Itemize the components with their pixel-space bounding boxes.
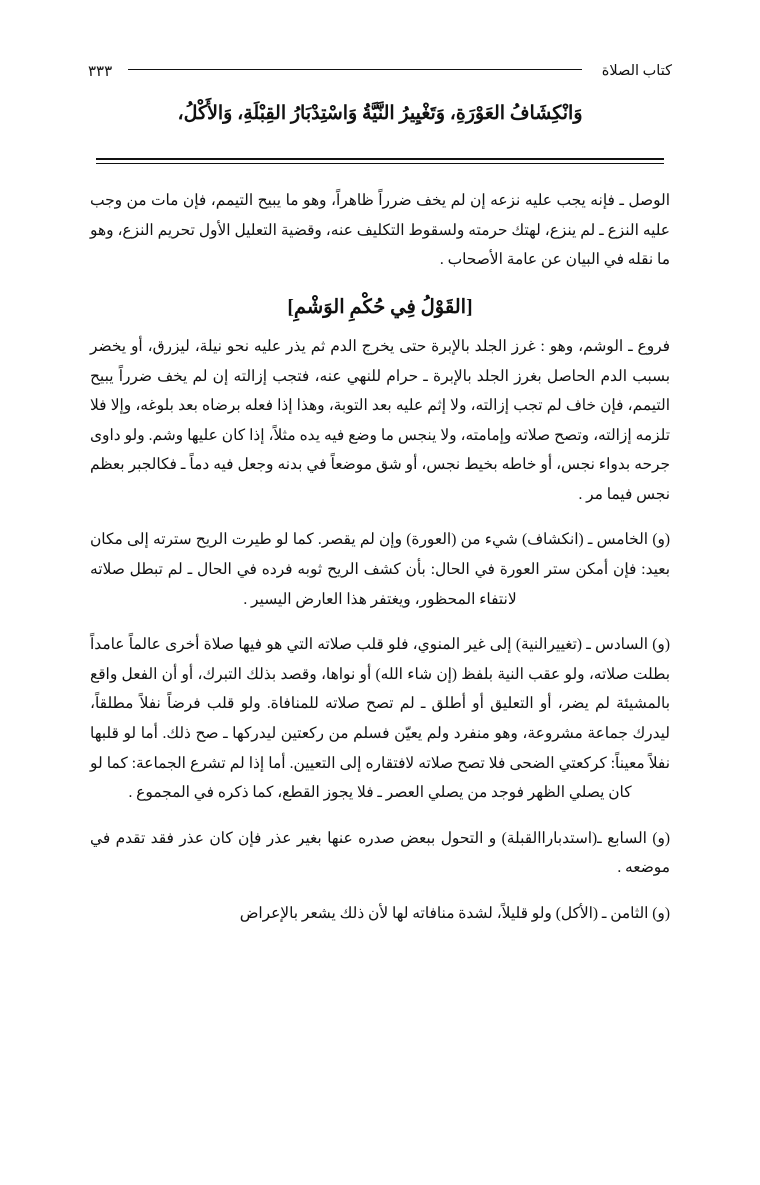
spacer (90, 614, 670, 630)
page-title (88, 100, 672, 129)
paragraph-2: فروع ـ الوشم، وهو : غرز الجلد بالإبرة حتى يخرج الدم ثم يذر عليه نحو نيلة، ليزرق، أو يخضر بسبب الدم الحاصل بغرز الجلد بالإبرة ـ حرام للنهي عنه، فتجب إزالته إن لم يخف ضرراً يبيح التيمم، فإن خاف لم تجب إزالته، ولا إثم عليه بعد التوبة، وهذا إذا فعله برضاه بعد بلوغه، وإلا فلا تلزمه إزالته، وتصح صلاته وإمامته، ولا ينجس ما وضع فيه يده مثلاً، إذا كان عليها وشم. ولو داوى جرحه بدواء نجس، أو خاطه بخيط نجس، أو شق موضعاً في بدنه وجعل فيه دماً ـ فكالجبر بعظم نجس فيما مر . (90, 337, 670, 503)
document-body (90, 186, 670, 928)
paragraph-3: (و) الخامس ـ (انكشاف) شيء من (العورة) وإن لم يقصر. كما لو طيرت الريح سترته إلى مكان بعيد: فإن أمكن ستر العورة في الحال: بأن كشف الريح ثوبه فرده في الحال ـ لم تبطل صلاته لانتفاء المحظور، ويغتفر هذا العارض اليسير . (90, 531, 670, 608)
spacer (90, 883, 670, 899)
divider-line-bottom (96, 163, 664, 164)
header-book-title: كتاب الصلاة (601, 62, 672, 79)
paragraph-6: (و) الثامن ـ (الأكل) ولو قليلاً، لشدة منافاته لها لأن ذلك يشعر بالإعراض (239, 904, 670, 922)
divider-line-top (96, 158, 664, 160)
paragraph-5: (و) السابع ـ(استدباراالقبلة) و التحول ببعض صدره عنها بغير عذر فإن كان عذر فقد تقدم في موضعه . (90, 829, 670, 877)
section-heading: [القَوْلُ فِي حُكْمِ الوَشْمِ] (287, 296, 473, 318)
paragraph-4: (و) السادس ـ (تغييرالنية) إلى غير المنوي، فلو قلب صلاته التي هو فيها صلاة أخرى عالماً عامداً بطلت صلاته، ولو عقب النية بلفظ (إن شاء الله) أو نواها، وقصد بذلك التبرك، أو أن الفعل واقع بالمشيئة لم يضر، أو التعليق أو أطلق ـ لم تصح صلاته للمنافاة. ولو قلب فرضاً نفلاً مطلقاً، ليدرك جماعة مشروعة، وهو منفرد ولم يعيّن فسلم من ركعتين ليدركها ـ صح ذلك. أما لو قلبها نفلاً معيناً: كركعتي الضحى فلا تصح صلاته لافتقاره إلى التعيين. أما إذا لم تشرع الجماعة: كما لو كان يصلي الظهر فوجد من يصلي العصر ـ فلا يجوز القطع، كما ذكره في المجموع . (90, 636, 670, 802)
spacer (90, 509, 670, 525)
header-rule (128, 69, 582, 70)
header-page-number: ٣٣٣ (88, 63, 113, 80)
page-title-text: وَانْكِشَافُ العَوْرَةِ، وَتَغْيِيرُ النَّيَّةُ وَاسْتِدْبَارُ القِبْلَةِ، وَالأَكْلُ، (177, 103, 583, 124)
page-header (88, 58, 672, 84)
title-divider (96, 158, 664, 163)
spacer (90, 808, 670, 824)
paragraph-1: الوصل ـ فإنه يجب عليه نزعه إن لم يخف ضرراً ظاهراً، وهو ما يبيح التيمم، فإن مات من وجب عليه النزع ـ لم ينزع، لهتك حرمته ولسقوط التكليف عنه، وقضية التعليل الأول تحريم النزع، وهو ما نقله في البيان عن عامة الأصحاب . (90, 192, 670, 269)
